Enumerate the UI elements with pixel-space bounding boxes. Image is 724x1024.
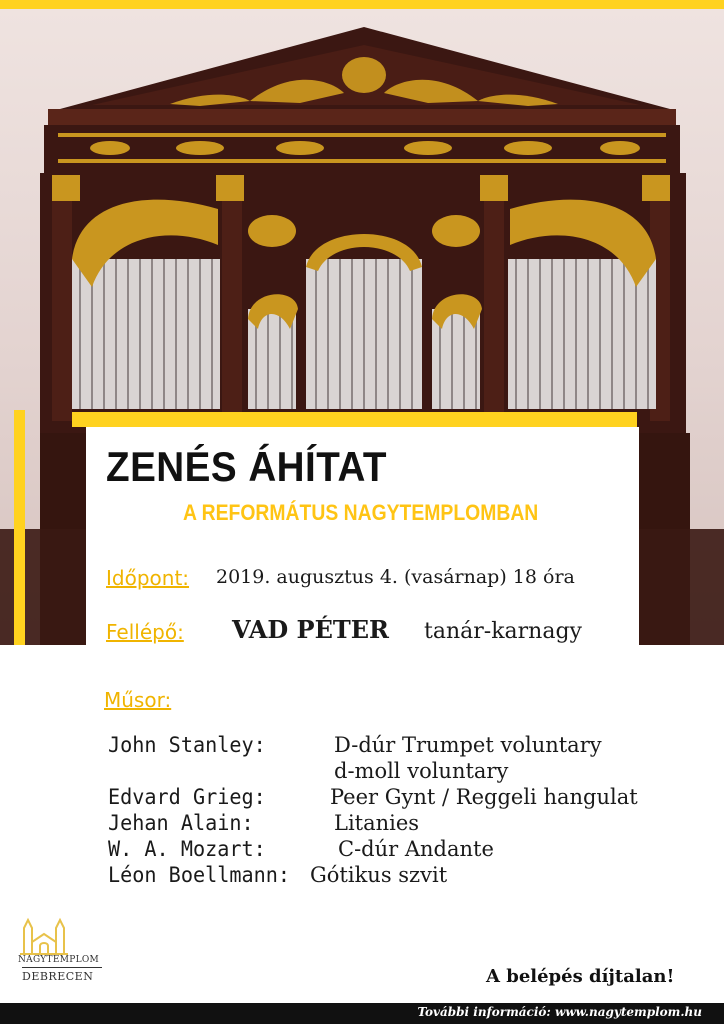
- program-composer: Edvard Grieg:: [108, 785, 266, 809]
- event-title: ZENÉS ÁHÍTAT: [106, 443, 388, 490]
- event-subtitle: A REFORMÁTUS NAGYTEMPLOMBAN: [183, 500, 539, 525]
- program-composer: John Stanley:: [108, 733, 266, 757]
- time-label: Időpont:: [106, 566, 190, 590]
- logo-divider: [22, 967, 102, 968]
- program-composer: W. A. Mozart:: [108, 837, 266, 861]
- program-label: Műsor:: [104, 688, 172, 712]
- program-composer: Jehan Alain:: [108, 811, 254, 835]
- program-piece: Litanies: [334, 811, 420, 835]
- footer-info-link[interactable]: További információ: www.nagytemplom.hu: [417, 1005, 702, 1019]
- program-composer: Léon Boellmann:: [108, 863, 291, 887]
- performer-name: VAD PÉTER: [232, 615, 389, 644]
- top-accent-bar: [0, 0, 724, 9]
- logo-text-bottom: DEBRECEN: [22, 970, 94, 983]
- time-value: 2019. augusztus 4. (vasárnap) 18 óra: [216, 566, 575, 588]
- program-piece: Peer Gynt / Reggeli hangulat: [330, 785, 638, 809]
- program-piece: d-moll voluntary: [334, 759, 509, 783]
- program-piece: Gótikus szvit: [310, 863, 448, 887]
- performer-label: Fellépő:: [106, 620, 184, 644]
- panel-accent-bar: [72, 412, 637, 427]
- free-entry-notice: A belépés díjtalan!: [486, 966, 675, 987]
- logo-text-top: NAGYTEMPLOM: [18, 955, 100, 965]
- program-piece: D-dúr Trumpet voluntary: [334, 733, 602, 757]
- footer-bar: [0, 1003, 724, 1024]
- performer-role: tanár-karnagy: [424, 619, 582, 644]
- program-piece: C-dúr Andante: [338, 837, 494, 861]
